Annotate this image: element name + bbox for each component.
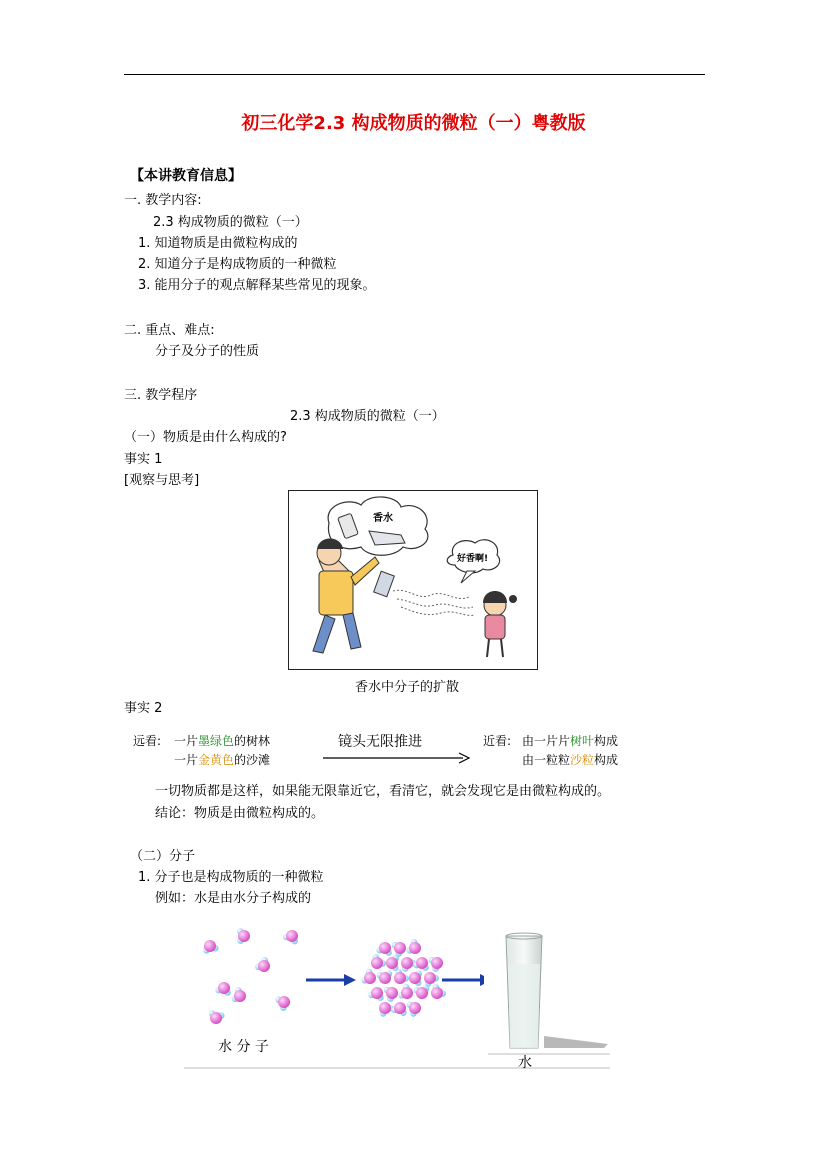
water-molecule — [215, 982, 230, 996]
section2-content: 分子及分子的性质 — [155, 344, 260, 359]
speech-bubble-label: 好香啊! — [457, 554, 489, 564]
water-molecule-illustration — [184, 924, 610, 1070]
water-molecule — [232, 987, 246, 1002]
water-molecule — [429, 957, 443, 972]
fact-1-label: 事实 1 — [124, 452, 163, 467]
list-item: 2. 知道分子是构成物质的一种微粒 — [138, 257, 337, 272]
water-molecule — [414, 986, 430, 999]
example: 例如：水是由水分子构成的 — [155, 891, 312, 906]
near-view-label: 近看: — [483, 734, 512, 748]
water-molecule — [391, 1002, 406, 1016]
water-molecule — [368, 987, 383, 1001]
water-molecule — [237, 928, 250, 944]
water-molecule — [409, 970, 422, 986]
water-molecule — [407, 939, 421, 954]
water-molecule — [386, 955, 399, 971]
water-label: 水 — [518, 1055, 532, 1071]
water-molecule — [413, 957, 428, 971]
water-molecule — [431, 984, 446, 999]
cloud-label: 香水 — [373, 513, 393, 524]
fact-2-label: 事实 2 — [124, 701, 163, 716]
water-molecule — [209, 1010, 224, 1024]
text: 由一片片 — [522, 734, 571, 748]
text: 构成 — [594, 734, 619, 748]
text: 构成 — [594, 753, 619, 767]
far-view-line-1 — [174, 733, 270, 750]
section3-center-title: 2.3 构成物质的微粒（一） — [290, 409, 445, 424]
text: 一片 — [174, 753, 199, 767]
list-item: 3. 能用分子的观点解释某些常见的现象。 — [138, 278, 376, 293]
highlight-green: 树叶 — [570, 734, 595, 748]
water-molecule — [376, 942, 391, 956]
statement: 一切物质都是这样，如果能无限靠近它，看清它，就会发现它是由微粒构成的。 — [155, 784, 611, 799]
figure-caption: 香水中分子的扩散 — [355, 680, 460, 695]
right-arrow-icon — [323, 751, 471, 765]
text: 的树林 — [234, 734, 271, 748]
section1-sub: 2.3 构成物质的微粒（一） — [153, 215, 308, 230]
water-molecule — [283, 930, 298, 944]
list-item: 1. 知道物质是由微粒构成的 — [138, 236, 298, 251]
highlight-gold: 沙粒 — [570, 753, 595, 767]
water-molecule — [392, 942, 406, 957]
water-molecule — [203, 940, 218, 954]
top-rule — [124, 74, 705, 75]
text: 的沙滩 — [234, 753, 271, 767]
water-molecule — [275, 996, 290, 1011]
near-view-line-2 — [522, 752, 618, 769]
water-molecule — [371, 954, 386, 969]
page-title: 初三化学2.3 构成物质的微粒（一）粤教版 — [241, 113, 586, 134]
arrow-label: 镜头无限推进 — [338, 734, 422, 750]
highlight-gold: 金黄色 — [198, 753, 235, 767]
conclusion: 结论：物质是由微粒构成的。 — [155, 806, 325, 821]
near-view-line-1 — [522, 733, 618, 750]
section2-heading: 二. 重点、难点: — [124, 323, 215, 338]
point-1: 1. 分子也是构成物质的一种微粒 — [138, 870, 324, 885]
text: 一片 — [174, 734, 199, 748]
water-molecule — [398, 984, 413, 999]
highlight-green: 墨绿色 — [198, 734, 235, 748]
water-molecule — [384, 987, 398, 1002]
perfume-illustration-drawing — [289, 491, 537, 669]
info-heading: 【本讲教育信息】 — [130, 168, 242, 184]
water-molecule — [362, 969, 376, 984]
section1-heading: 一. 教学内容: — [124, 193, 202, 208]
far-view-label: 远看: — [133, 734, 162, 748]
section3-heading: 三. 教学程序 — [124, 388, 198, 403]
question-2: （二）分子 — [130, 849, 196, 864]
water-molecule — [255, 957, 270, 972]
water-molecule — [377, 971, 393, 984]
text: 由一粒粒 — [522, 753, 571, 767]
observe-label: [观察与思考] — [124, 473, 200, 488]
far-view-line-2 — [174, 752, 270, 769]
question-1: （一）物质是由什么构成的? — [124, 430, 287, 445]
perfume-illustration — [288, 490, 538, 670]
water-molecule — [407, 1002, 421, 1017]
water-molecule-label: 水 分 子 — [218, 1039, 269, 1055]
